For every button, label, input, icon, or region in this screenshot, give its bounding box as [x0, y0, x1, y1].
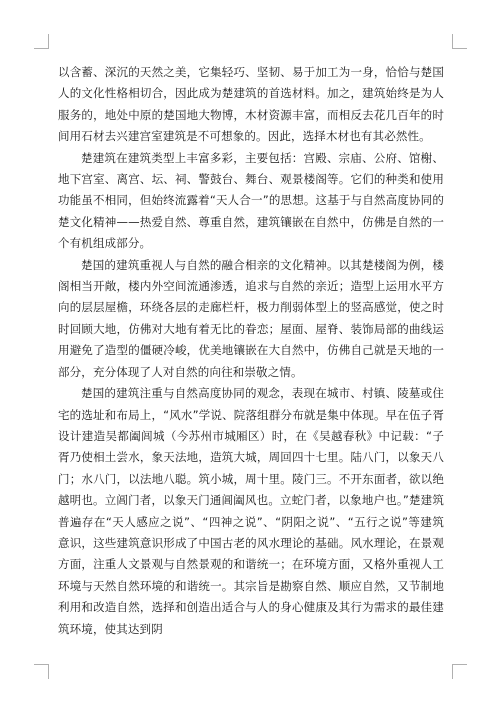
- paragraph-3: 楚国的建筑重视人与自然的融合相亲的文化精神。以其楚楼阁为例，楼阁相当开敞，楼内外空间流通渗透，追求与自然的亲近；造型上运用水平方向的层层屋檐，环绕各层的走廊栏杆，极力削弱体型上的竖高感觉，使之时时回顾大地，仿佛对大地有着无比的眷恋；屋面、屋脊、装饰局部的曲线运用避免了造型的僵硬冷峻，优美地镶嵌在大自然中，仿佛自己就是天地的一部分，充分体现了人对自然的向往和崇敬之情。: [58, 257, 444, 379]
- crop-mark-bottom-right: [452, 664, 467, 679]
- page-body-text: [58, 62, 444, 640]
- paragraph-1: 以含蓄、深沉的天然之美，它集轻巧、坚韧、易于加工为一身，恰恰与楚国人的文化性格相切合，因此成为楚建筑的首选材料。加之，建筑始终是为人服务的，地处中原的楚国地大物博，木材资源丰富，而相反去花几百年的时间用石材去兴建宫室建筑是不可想象的。因此，选择木材也有其必然性。: [58, 65, 444, 144]
- crop-mark-top-left: [34, 34, 49, 49]
- paragraph-4: 楚国的建筑注重与自然高度协同的观念，表现在城市、村镇、陵墓或住宅的选址和布局上，“风水”学说、院落组群分布就是集中体现。早在伍子胥设计建造吴都阖闾城（今苏州市城厢区）时，在《吴越春秋》中记载：“子胥乃使相土尝水，象天法地，造筑大城，周回四十七里。陆八门，以象天八门；水八门，以法地八聪。筑小城，周十里。陵门三。不开东面者，欲以绝越明也。立阊门者，以象天门通阊阖风也。立蛇门者，以象地户也。”楚建筑普遍存在“天人感应之说”、“四神之说”、“阴阳之说”、“五行之说”等建筑意识，这些建筑意识形成了中国古老的风水理论的基础。风水理论，在景观方面，注重人文景观与自然景观的和谐统一；在环境方面，又格外重视人工环境与天然自然环境的和谐统一。其宗旨是勘察自然、顺应自然，又节制地利用和改造自然，选择和创造出适合与人的身心健康及其行为需求的最佳建筑环境，使其达到阴: [58, 386, 444, 636]
- crop-mark-bottom-left: [34, 664, 49, 679]
- paragraph-2: 楚建筑在建筑类型上丰富多彩，主要包括：宫殿、宗庙、公府、馆榭、地下宫室、离宫、坛、祠、警鼓台、舞台、观景楼阁等。它们的种类和使用功能虽不相同，但始终流露着“天人合一”的思想。这基于与自然高度协同的楚文化精神——热爱自然、尊重自然，建筑镶嵌在自然中，仿佛是自然的一个有机组成部分。: [58, 150, 444, 251]
- crop-mark-top-right: [452, 34, 467, 49]
